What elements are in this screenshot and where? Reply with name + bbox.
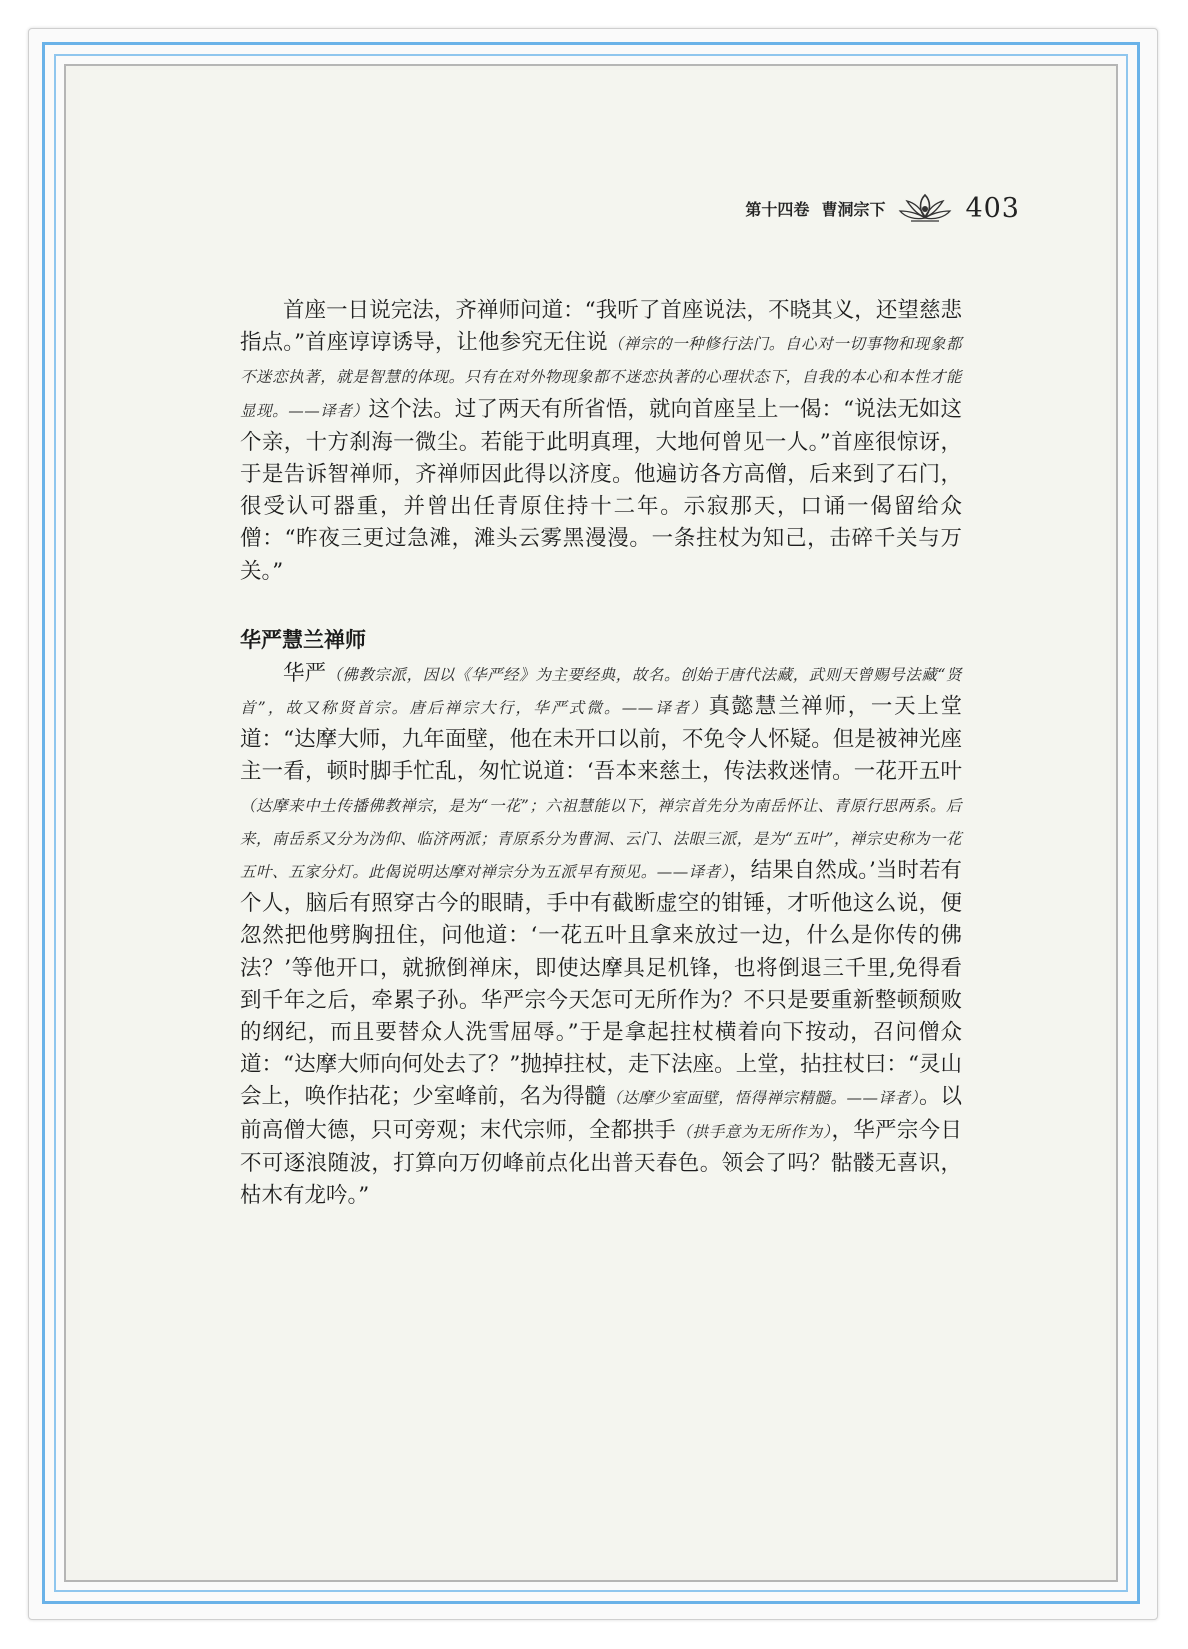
- translator-note: （达摩来中土传播佛教禅宗，是为“一花”；六祖慧能以下，禅宗首先分为南岳怀让、青原行思两系。后来，南岳系又分为沩仰、临济两派；青原系分为曹洞、云门、法眼三派，是为“五叶”，禅宗史称为一花五叶、五家分灯。此偈说明达摩对禅宗分为五派早有预见。——译者）: [240, 796, 962, 882]
- text-run: 这个法。过了两天有所省悟，就向首座呈上一偈：“说法无如这个亲，十方刹海一微尘。若能于此明真理，大地何曾见一人。”首座很惊讶，于是告诉智禅师，齐禅师因此得以济度。他遍访各方高僧，后来到了石门，很受认可器重，并曾出任青原住持十二年。示寂那天，口诵一偈留给众僧：“昨夜三更过急滩，滩头云雾黑漫漫。一条拄杖为知己，击碎千关与万关。”: [240, 396, 962, 584]
- running-header: [600, 188, 1020, 228]
- text-run: ，华严宗今日不可逐浪随波，打算向万仞峰前点化出普天春色。领会了吗？骷髅无喜识，枯木有龙吟。”: [240, 1117, 962, 1209]
- header-chapter: 曹洞宗下: [821, 199, 886, 219]
- text-run: 真懿慧兰禅师，一天上堂道：“达摩大师，九年面壁，他在未开口以前，不免令人怀疑。但是被神光座主一看，顿时脚手忙乱，匆忙说道：‘吾本来慈土，传法救迷情。一花开五叶: [240, 694, 962, 785]
- header-volume: 第十四卷: [745, 199, 810, 219]
- paragraph-2: [240, 658, 962, 1212]
- page-body: [240, 295, 962, 1212]
- section-heading: 华严慧兰禅师: [240, 627, 366, 652]
- translator-note: （禅宗的一种修行法门。自心对一切事物和现象都不迷恋执著，就是智慧的体现。只有在对外物现象都不迷恋执著的心理状态下，自我的本心和本性才能显现。——译者）: [240, 335, 962, 420]
- translator-note: （拱手意为无所作为）: [676, 1122, 832, 1141]
- text-run: ，结果自然成。’当时若有个人，脑后有照穿古今的眼睛，手中有截断虚空的钳锤，才听他这么说，便忽然把他劈胸扭住，问他道：‘一花五叶且拿来放过一边，什么是你传的佛法？’等他开口，就掀倒禅床，即使达摩具足机锋，也将倒退三千里,免得看到千年之后，牵累子孙。华严宗今天怎可无所作为？不只是要重新整顿颓败的纲纪，而且要替众人洗雪屈辱。”于是拿起拄杖横着向下按动，召问僧众道：“达摩大师向何处去了？”抛掉拄杖，走下法座。上堂，拈拄杖曰：“灵山会上，唤作拈花；少室峰前，名为得髓: [240, 858, 962, 1110]
- book-page: [80, 70, 1110, 1570]
- translator-note: （达摩少室面壁，悟得禅宗精髓。——译者）: [606, 1089, 919, 1108]
- text-run: 首座一日说完法，齐禅师问道：“我听了首座说法，不晓其义，还望慈悲指点。”首座谆谆诱导，让他参究无住说: [240, 298, 962, 356]
- text-run: 华严: [283, 660, 327, 686]
- page-number: 403: [965, 192, 1020, 224]
- paragraph-1: [240, 295, 962, 588]
- translator-note: （佛教宗派，因以《华严经》为主要经典，故名。创始于唐代法藏，武则天曾赐号法藏“贤首”，故又称贤首宗。唐后禅宗大行，华严式微。——译者）: [240, 665, 962, 718]
- lotus-icon: [897, 191, 953, 225]
- text-run: 。以前高僧大德，只可旁观；末代宗师，全都拱手: [240, 1084, 962, 1143]
